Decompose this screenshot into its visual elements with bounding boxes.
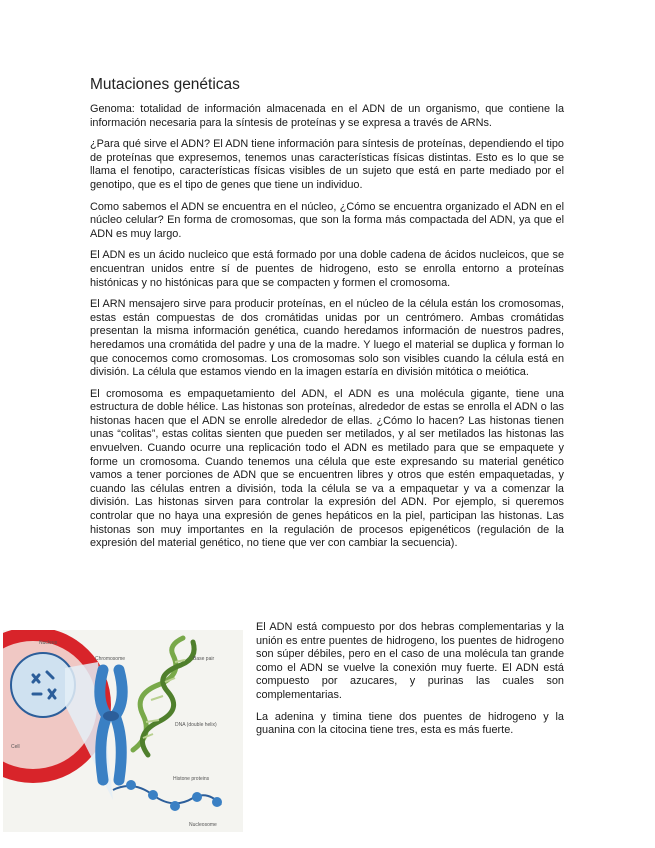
side-text-column — [256, 621, 564, 746]
label-base-pair: Base pair — [193, 656, 215, 662]
double-helix — [133, 638, 194, 755]
paragraph-nucleo: Como sabemos el ADN se encuentra en el núcleo, ¿Cómo se encuentra organizado el ADN en el núcleo celular? En forma de cromosomas, que son la forma más compactada del ADN, ya que el ADN es muy largo. — [90, 200, 564, 240]
label-dna: DNA (double helix) — [175, 722, 217, 728]
paragraph-genoma: Genoma: totalidad de información almacenada en el ADN de un organismo, que contiene la información necesaria para la síntesis de proteínas y se expresa a través de ARNs. — [90, 103, 564, 129]
paragraph-arn: El ARN mensajero sirve para producir proteínas, en el núcleo de la célula están los cromosomas, estas están compuestas de dos cromátidas unidas por un centrómero. Ambas cromátidas presentan la misma información genética, cuando heredamos información de nuestros padres, heredamos una cromátida del padre y una de la madre. Y luego el material se duplica y forman lo que conocemos como cromosomas. Los cromosomas solo son visibles cuando la célula está en división. La célula que estamos viendo en la imagen estaría en división mitótica o meiótica. — [90, 298, 564, 379]
label-nucleosome: Nucleosome — [189, 822, 217, 828]
paragraph-acido-nucleico: El ADN es un ácido nucleico que está formado por una doble cadena de ácidos nucleicos, que se encuentran unidos entre sí de puentes de hidrogeno, esto se enrolla entorno a proteínas histónicas y no histónicas para que se compacten y formen el cromosoma. — [90, 249, 564, 289]
label-chromosome: Chromosome — [95, 656, 126, 662]
paragraph-hebras: El ADN está compuesto por dos hebras complementarias y la unión es entre puentes de hidrogeno, los puentes de hidrogeno son súper débiles, pero en el caso de una molécula tan grande como el ADN se vuelve la conexión muy fuerte. El ADN está compuesto por azucares, y purinas las cuales son complementarias. — [256, 621, 564, 701]
paragraph-adn-uso: ¿Para qué sirve el ADN? El ADN tiene información para síntesis de proteínas, dependiendo el tipo de proteínas que expresemos, tenemos unas características físicas distintas. Esto es lo que se llama el fenotipo, características físicas visibles de un sujeto que está en parte mediado por el genotipo, que es el tipo de genes que tiene un individuo. — [90, 138, 564, 191]
dna-illustration — [3, 630, 243, 832]
label-histone: Histone proteins — [173, 776, 210, 782]
label-nucleus: Nucleus — [39, 640, 58, 646]
document-title: Mutaciones genéticas — [90, 76, 240, 93]
paragraph-bases: La adenina y timina tiene dos puentes de hidrogeno y la guanina con la citocina tiene tres, esta es más fuerte. — [256, 710, 564, 737]
main-text-column — [90, 103, 564, 559]
paragraph-cromosoma: El cromosoma es empaquetamiento del ADN, el ADN es una molécula gigante, tiene una estructura de doble hélice. Las histonas son proteínas, alrededor de estas se enrolla el ADN o las histonas hacen que el ADN se enrolle alrededor de ellas. ¿Cómo lo hacen? Las histonas tienen unas “colitas”, estas colitas sienten que pueden ser metilados, y al ser metilados las histonas las envuelven. Cuando ocurre una replicación todo el ADN es metilado para que se empaquete y forme un cromosoma. Cuando tenemos una célula que este expresando su material genético vamos a tener porciones de ADN que se encuentren libres y otros que estén empaquetadas, y cuando las células entren a división, toda la célula se va a empaquetar y va a comenzar la división. Las histonas sirven para controlar la expresión del ADN. Por ejemplo, si queremos controlar que no haya una expresión de genes hepáticos en la piel, participan las histonas. Las histonas son muy importantes en la regulación de procesos epigenéticos (regulación de la expresión del material genético, no tiene que ver con cambiar la secuencia). — [90, 387, 564, 550]
dna-illustration-svg — [3, 630, 243, 832]
label-cell: Cell — [11, 744, 20, 750]
nucleosome-strand — [113, 780, 222, 811]
chromosome-shape — [100, 670, 122, 780]
